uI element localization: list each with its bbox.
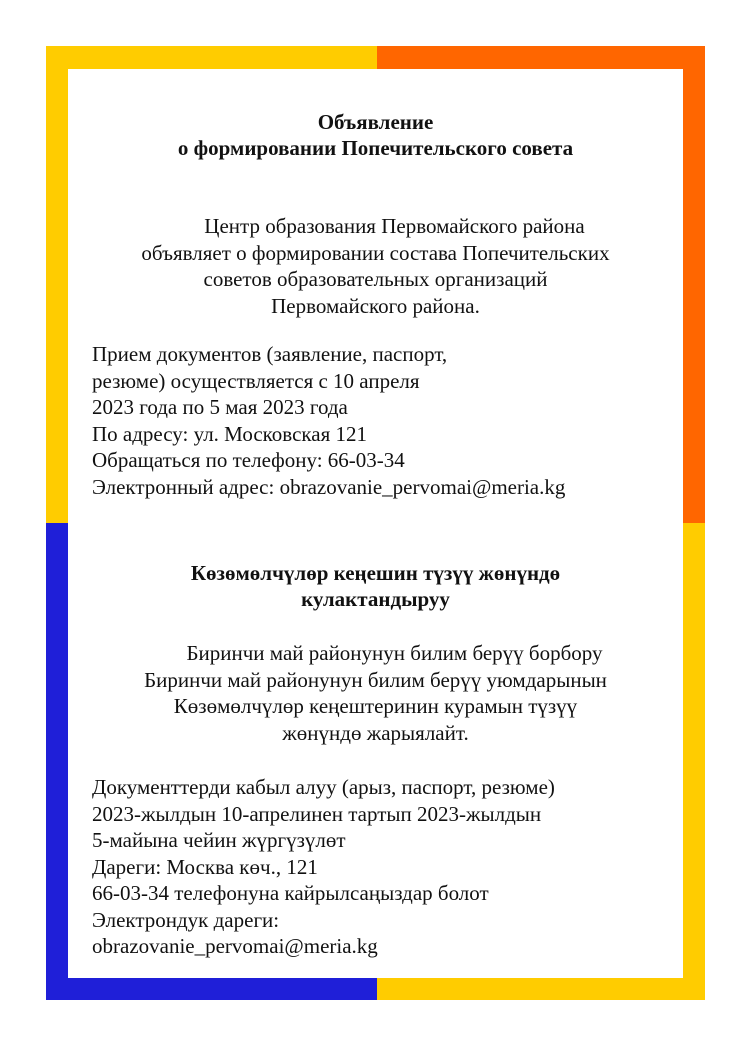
email-line: Электронный адрес: obrazovanie_pervomai@meria.kg — [92, 474, 566, 499]
frame-bottom-left — [46, 978, 377, 1000]
details-line: Прием документов (заявление, паспорт, — [92, 342, 448, 366]
announcement-details-ky — [92, 774, 682, 960]
frame-right-bottom — [683, 523, 705, 1000]
announcement-details-ru — [92, 341, 682, 500]
intro-line: Биринчи май районунун билим берүү уюмдарынын — [144, 667, 607, 692]
frame-left-bottom — [46, 523, 68, 1000]
announcement-intro-ru — [68, 213, 683, 319]
title-line: Объявление — [317, 110, 434, 134]
intro-line: жөнүндө жарыялайт. — [282, 720, 469, 745]
intro-line: советов образовательных организаций — [203, 267, 548, 291]
announcement-title-ky — [68, 560, 683, 612]
announcement-intro-ky — [68, 640, 683, 746]
details-line: 5-майына чейин жүргүзүлөт — [92, 828, 346, 852]
title-line: кулактандыруу — [301, 587, 450, 611]
intro-line: Биринчи май районунун билим берүү борбору — [186, 641, 603, 665]
intro-line: Көзөмөлчүлөр кеңештеринин курамын түзүү — [173, 694, 578, 718]
intro-line: Первомайского района. — [271, 293, 480, 318]
email-label-line: Электрондук дареги: — [92, 907, 280, 932]
details-line: 2023-жылдын 10-апрелинен тартып 2023-жылдын — [92, 801, 542, 826]
frame-left-top — [46, 46, 68, 523]
address-line: Дареги: Москва көч., 121 — [92, 854, 318, 879]
intro-line: объявляет о формировании состава Попечительских — [141, 240, 610, 265]
frame-right-top — [683, 46, 705, 523]
details-line: Документтерди кабыл алуу (арыз, паспорт, резюме) — [92, 775, 555, 799]
intro-line: Центр образования Первомайского района — [204, 214, 585, 238]
frame-top-left — [46, 46, 377, 69]
address-line: По адресу: ул. Московская 121 — [92, 421, 368, 446]
email-line: obrazovanie_pervomai@meria.kg — [92, 934, 378, 958]
frame-bottom-right — [377, 978, 705, 1000]
frame-top-right — [377, 46, 705, 69]
announcement-content — [68, 69, 683, 978]
announcement-title-ru — [68, 109, 683, 161]
title-line: о формировании Попечительского совета — [177, 136, 574, 160]
title-line: Көзөмөлчүлөр кеңешин түзүү жөнүндө — [190, 561, 561, 585]
details-line: 2023 года по 5 мая 2023 года — [92, 395, 348, 419]
phone-line: 66-03-34 телефонуна кайрылсаңыздар болот — [92, 881, 489, 905]
details-line: резюме) осуществляется с 10 апреля — [92, 368, 420, 393]
phone-line: Обращаться по телефону: 66-03-34 — [92, 448, 405, 472]
